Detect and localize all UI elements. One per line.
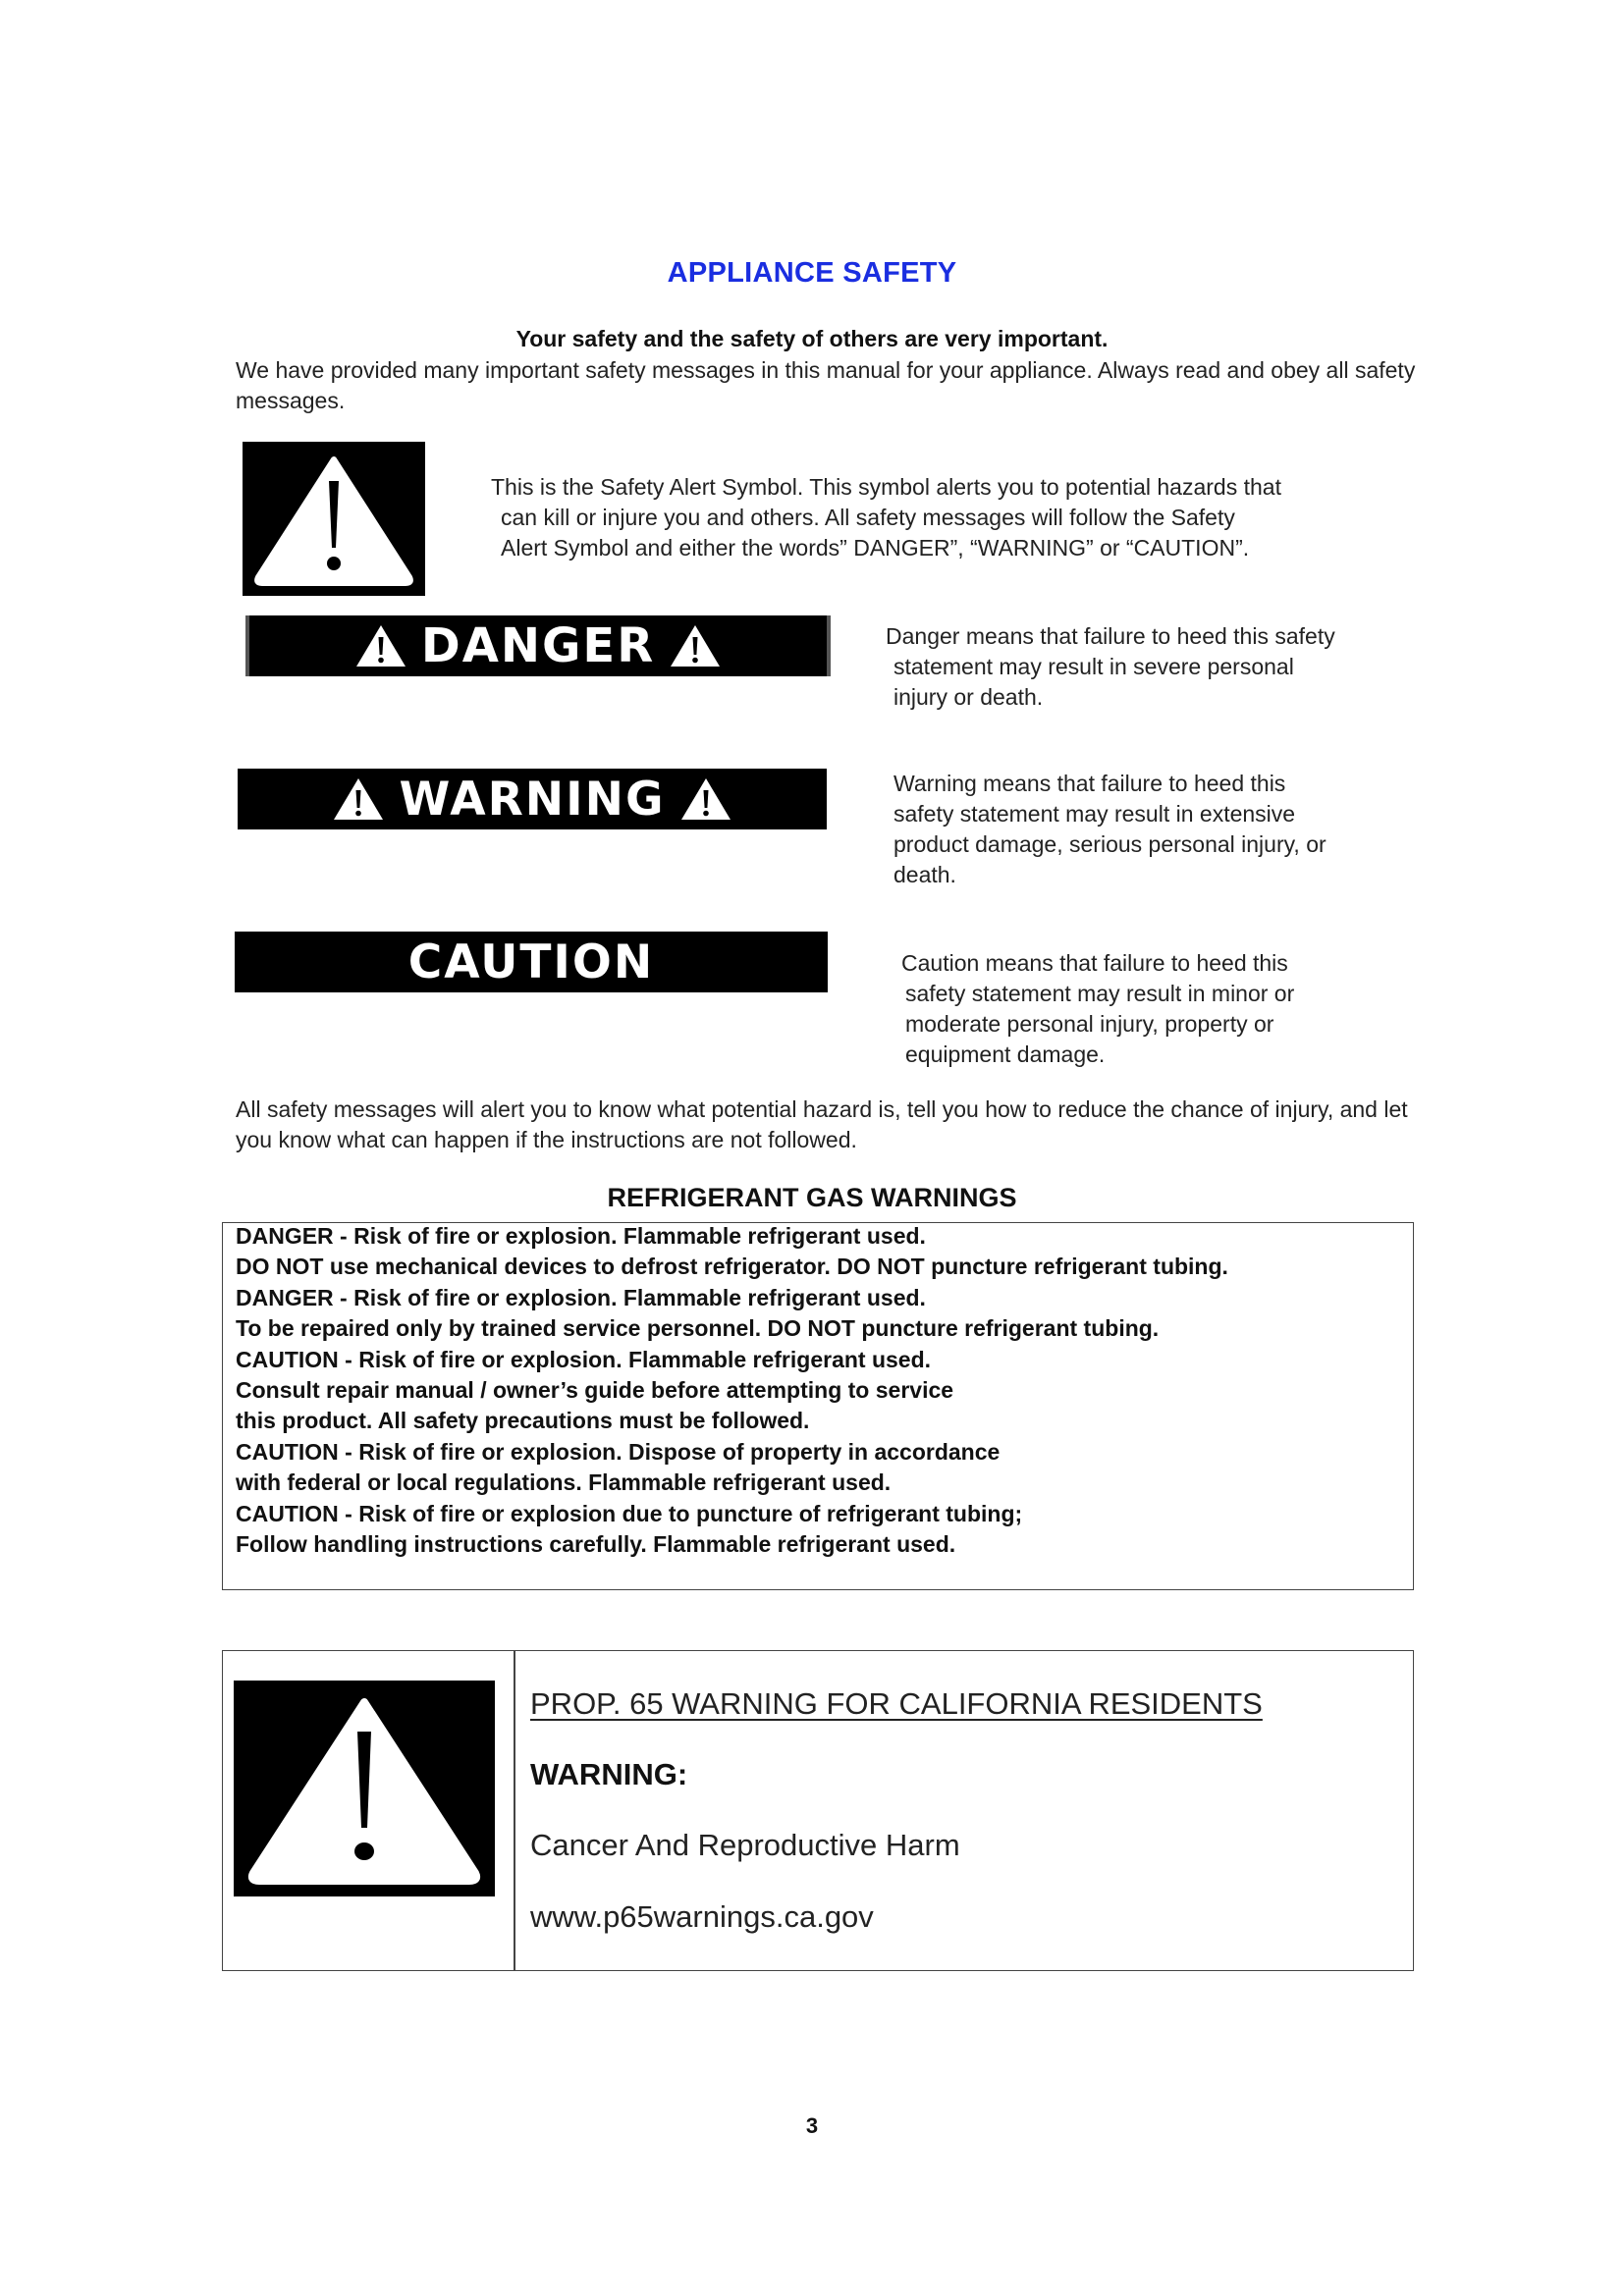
page-number: 3 xyxy=(805,2113,819,2138)
warning-line: product damage, serious personal injury, or xyxy=(893,831,1326,857)
refrigerant-line: DO NOT use mechanical devices to defrost refrigerator. DO NOT puncture refrigerant tubing. xyxy=(236,1254,1228,1280)
refrigerant-line: DANGER - Risk of fire or explosion. Flammable refrigerant used. xyxy=(236,1223,926,1249)
refrigerant-warning-list xyxy=(236,1221,1414,1560)
warning-line: safety statement may result in extensive xyxy=(893,801,1296,827)
warning-triangle-icon xyxy=(679,775,732,823)
warning-triangle-icon xyxy=(332,775,385,823)
refrigerant-line: Consult repair manual / owner’s guide before attempting to service xyxy=(236,1377,954,1404)
warning-triangle-icon xyxy=(234,1681,495,1896)
caution-line: equipment damage. xyxy=(905,1041,1106,1067)
alert-line: can kill or injure you and others. All safety messages will follow the Safety xyxy=(501,505,1235,530)
warning-banner xyxy=(238,769,827,829)
caution-description xyxy=(901,948,1412,1070)
refrigerant-line: CAUTION - Risk of fire or explosion. Dispose of property in accordance xyxy=(236,1438,1001,1465)
refrigerant-title: REFRIGERANT GAS WARNINGS xyxy=(607,1183,1017,1212)
prop65-title: PROP. 65 WARNING FOR CALIFORNIA RESIDENTS xyxy=(530,1686,1263,1721)
alert-line: This is the Safety Alert Symbol. This symbol alerts you to potential hazards that xyxy=(491,474,1281,500)
refrigerant-line: this product. All safety precautions must be followed. xyxy=(236,1408,810,1434)
prop65-divider xyxy=(514,1650,515,1971)
caution-line: safety statement may result in minor or xyxy=(905,981,1295,1006)
danger-line: injury or death. xyxy=(893,684,1044,710)
prop65-harm-text: Cancer And Reproductive Harm xyxy=(530,1828,960,1862)
refrigerant-line: DANGER - Risk of fire or explosion. Flammable refrigerant used. xyxy=(236,1284,926,1310)
refrigerant-line: Follow handling instructions carefully. Flammable refrigerant used. xyxy=(236,1531,956,1558)
danger-line: Danger means that failure to heed this safety xyxy=(886,623,1335,649)
warning-line: Warning means that failure to heed this xyxy=(893,771,1286,796)
caution-line: Caution means that failure to heed this xyxy=(901,950,1288,976)
danger-description xyxy=(886,621,1435,713)
refrigerant-line: with federal or local regulations. Flammable refrigerant used. xyxy=(236,1469,892,1496)
intro-paragraph: We have provided many important safety messages in this manual for your appliance. Always read and obey all safety messages. xyxy=(236,357,1416,413)
warning-line: death. xyxy=(893,862,956,887)
safety-subtitle: Your safety and the safety of others are very important. xyxy=(515,326,1109,351)
refrigerant-line: CAUTION - Risk of fire or explosion due to puncture of refrigerant tubing; xyxy=(236,1500,1023,1526)
warning-label: WARNING xyxy=(399,772,666,827)
caution-label: CAUTION xyxy=(407,934,655,989)
page-title: APPLIANCE SAFETY xyxy=(667,257,957,289)
refrigerant-line: To be repaired only by trained service personnel. DO NOT puncture refrigerant tubing. xyxy=(236,1315,1160,1342)
warning-triangle-icon xyxy=(669,622,722,669)
prop65-warning-label: WARNING: xyxy=(530,1757,688,1791)
warning-triangle-icon xyxy=(354,622,407,669)
prop65-url: www.p65warnings.ca.gov xyxy=(530,1899,874,1934)
warning-triangle-icon xyxy=(243,442,425,596)
caution-banner xyxy=(235,932,828,992)
warning-description xyxy=(893,769,1404,890)
alert-line: Alert Symbol and either the words” DANGER”, “WARNING” or “CAUTION”. xyxy=(501,535,1250,561)
danger-label: DANGER xyxy=(420,618,656,673)
summary-paragraph: All safety messages will alert you to know what potential hazard is, tell you how to reduce the chance of injury, and let you know what can happen if the instructions are not followed. xyxy=(236,1096,1408,1152)
refrigerant-line: CAUTION - Risk of fire or explosion. Flammable refrigerant used. xyxy=(236,1346,932,1372)
alert-symbol-description xyxy=(491,472,1424,563)
danger-line: statement may result in severe personal xyxy=(893,654,1294,679)
danger-banner xyxy=(245,615,831,676)
caution-line: moderate personal injury, property or xyxy=(905,1011,1274,1037)
